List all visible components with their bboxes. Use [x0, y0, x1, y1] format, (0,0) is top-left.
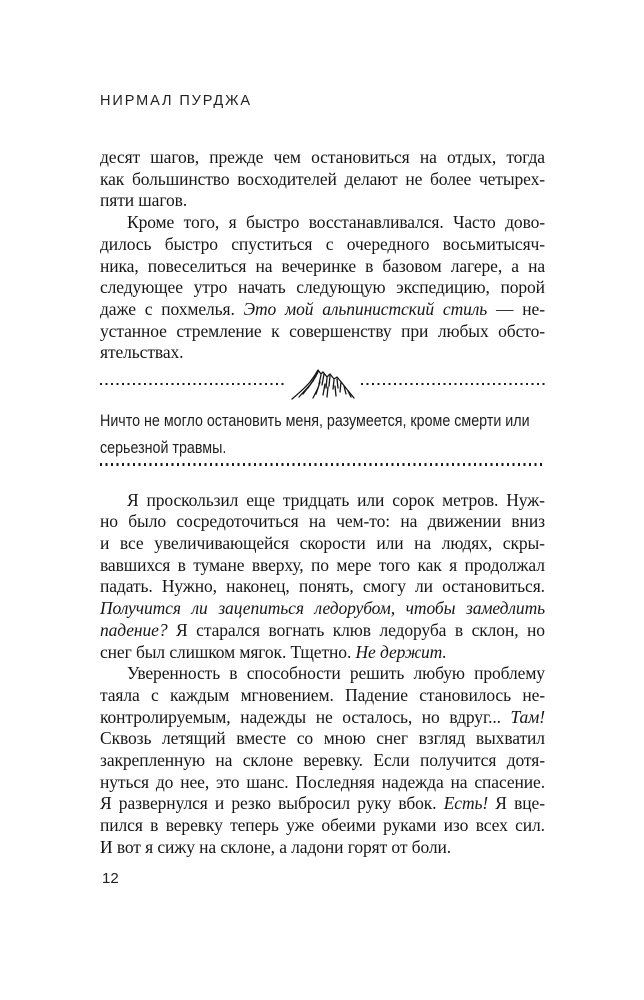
text-line: пился в веревку теперь уже обеими руками изо всех сил. — [100, 815, 545, 836]
text-line: падать. Нужно, наконец, понять, смогу ли остановиться. — [100, 576, 545, 597]
text-line: вавшихся в тумане вверху, по мере того как я продолжал — [100, 554, 545, 575]
pull-quote — [100, 407, 545, 461]
text-line: ника, повеселиться на вечеринке в базовом лагере, а на — [100, 255, 545, 276]
dotted-rule-right — [361, 383, 546, 386]
quote-line: серьезной травмы. — [100, 438, 227, 458]
running-header: НИРМАЛ ПУРДЖА — [100, 93, 252, 109]
text-line: снег был слишком мягок. Тщетно. Не держит. — [100, 641, 447, 662]
text-line: Получится ли зацепиться ледорубом, чтобы замедлить — [100, 598, 545, 619]
text-line: И вот я сижу на склоне, а ладони горят от боли. — [100, 836, 452, 857]
text-line: десят шагов, прежде чем остановиться на отдых, тогда — [100, 147, 545, 167]
text-flow — [100, 147, 545, 859]
text-line: нуться до нее, это шанс. Последняя надежда на спасение. — [100, 771, 545, 792]
text-line: Кроме того, я быстро восстанавливался. Часто дово- — [127, 212, 545, 233]
paragraph — [100, 212, 545, 364]
text-line: следующее утро начать следующую экспедицию, порой — [100, 277, 545, 298]
section-divider — [100, 364, 545, 404]
quote-line: Ничто не могло остановить меня, разумеется, кроме смерти или — [100, 411, 530, 431]
dotted-divider — [100, 463, 545, 466]
paragraph — [100, 663, 545, 858]
text-line: ятельствах. — [100, 342, 184, 363]
mountain-range-icon — [290, 364, 356, 404]
text-line: устанное стремление к совершенству при любых обсто- — [100, 320, 545, 341]
text-line: даже с похмелья. Это мой альпинистский стиль — не- — [100, 298, 545, 319]
text-line: пяти шагов. — [100, 190, 188, 211]
text-line: но было сосредоточиться на чем-то: на движении вниз — [100, 511, 545, 532]
text-line: Уверенность в способности решить любую проблему — [127, 663, 545, 684]
text-line: таяла с каждым мгновением. Падение становилось не- — [100, 684, 545, 705]
text-line: закрепленную на склоне веревку. Если получится дотя- — [100, 750, 545, 771]
text-line: Я развернулся и резко выбросил руку вбок. Есть! Я вце- — [100, 793, 545, 814]
paragraph — [100, 147, 545, 212]
text-line: как большинство восходителей делают не более четырех- — [100, 168, 545, 189]
text-line: дилось быстро спуститься с очередного восьмитысяч- — [100, 233, 545, 254]
text-line: контролируемым, надежды не осталось, но вдруг... Там! — [100, 706, 545, 727]
text-line: Сквозь летящий вместе со мною снег взгляд выхватил — [100, 728, 545, 749]
text-line: и все увеличивающейся скорости или на людях, скры- — [100, 533, 545, 554]
paragraph — [100, 490, 545, 664]
dotted-rule-left — [100, 383, 285, 386]
text-line: падение? Я старался вогнать клюв ледоруба в склон, но — [100, 619, 545, 640]
page-number: 12 — [102, 870, 119, 887]
text-line: Я проскользил еще тридцать или сорок метров. Нуж- — [127, 489, 545, 510]
